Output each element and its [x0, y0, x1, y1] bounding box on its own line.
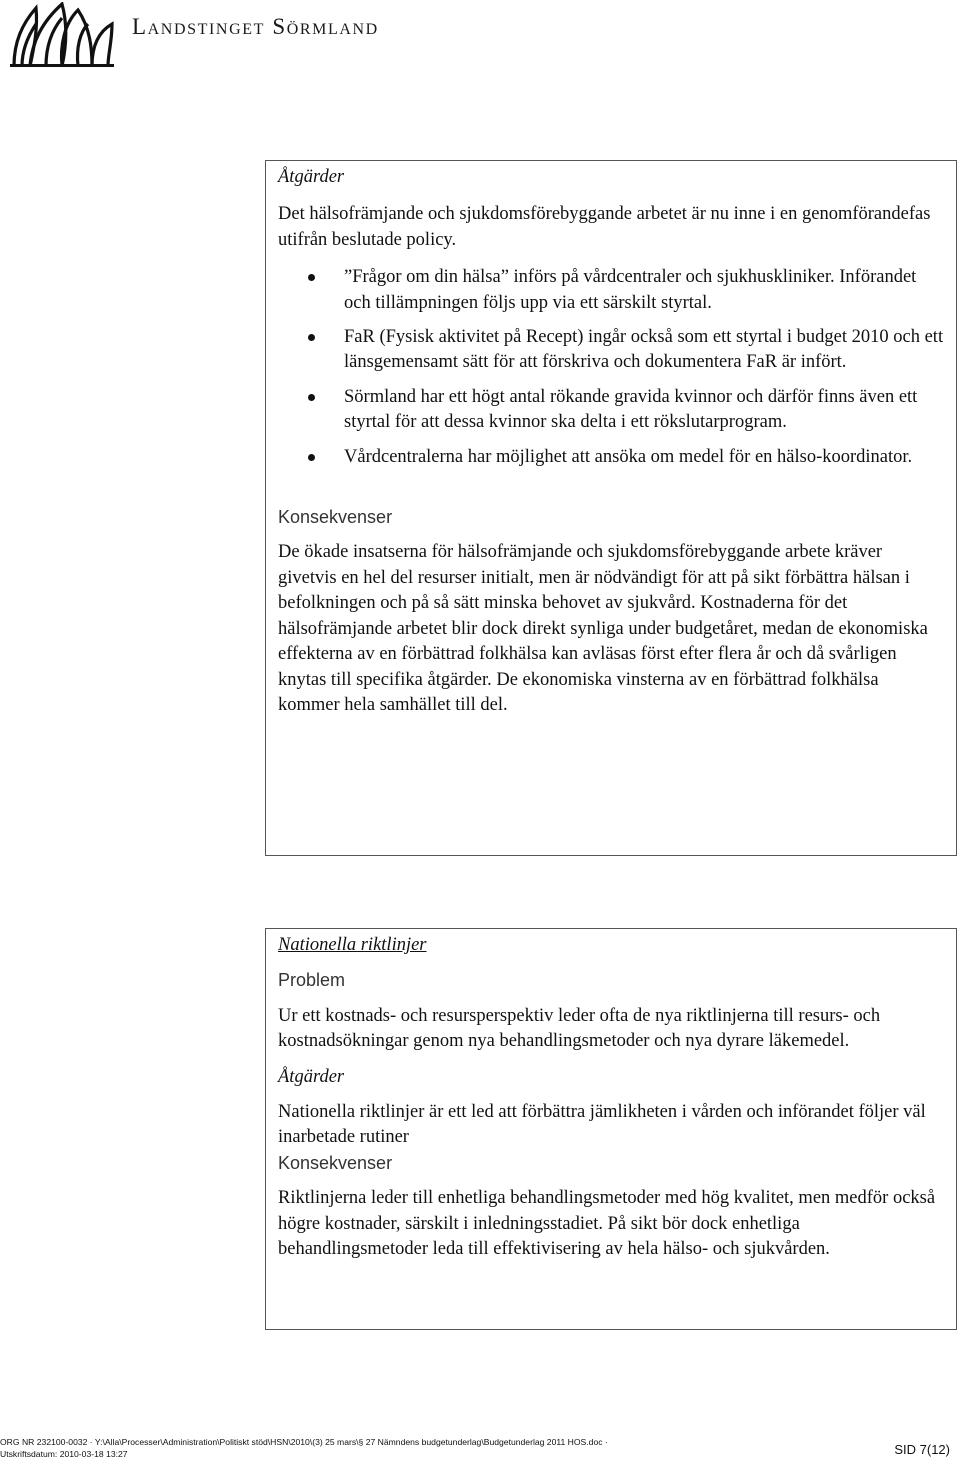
landstinget-logo-icon — [8, 2, 116, 68]
heading-konsekvenser-2: Konsekvenser — [278, 1152, 393, 1173]
list-item: FaR (Fysisk aktivitet på Recept) ingår också som ett styrtal i budget 2010 och ett länsgemensamt sätt för att förskriva och dokumentera FaR är infört. — [278, 325, 944, 376]
list-item: Sörmland har ett högt antal rökande gravida kvinnor och därför finns även ett styrtal för att dessa kvinnor ska delta i ett rökslutarprogram. — [278, 385, 944, 436]
footer-info — [0, 1436, 860, 1460]
konsekvenser-paragraph-2: Riktlinjerna leder till enhetliga behandlingsmetoder med hög kvalitet, men medför också högre kostnader, särskilt i inledningsstadiet. På sikt bör dock enhetliga behandlingsmetoder leda till effektivisering av hela hälso- och sjukvården. — [278, 1188, 936, 1260]
footer-path: ORG NR 232100-0032 · Y:\Alla\Processer\Administration\Politiskt stöd\HSN\2010\(3) 25 mars\§ 27 Nämndens budgetunderlag\Budgetunderlag 2011 HOS.doc · — [0, 1437, 608, 1447]
section-title: Nationella riktlinjer — [278, 935, 427, 955]
heading-problem: Problem — [278, 970, 346, 991]
intro-paragraph: Det hälsofrämjande och sjukdomsförebyggande arbetet är nu inne i en genomförandefas utifrån beslutade policy. — [278, 204, 931, 250]
heading-atgarder: Åtgärder — [278, 167, 345, 187]
atgarder-section-box — [265, 160, 957, 856]
konsekvenser-paragraph: De ökade insatserna för hälsofrämjande och sjukdomsförebyggande arbete kräver givetvis en hel del resurser initialt, men är nödvändigt för att på sikt förbättra hälsan i befolkningen och på så sätt minska behovet av sjukvård. Kostnaderna för det hälsofrämjande arbetet blir dock direkt synliga under budgetåret, medan de ekonomiska effekterna av en förbättrad folkhälsa kan avläsas först efter flera år och då svårligen knytas till specifika åtgärder. De ekonomiska vinsterna av en förbättrad folkhälsa kommer hela samhället till del. — [278, 542, 928, 715]
org-name: Landstinget Sörmland — [132, 14, 379, 39]
heading-atgarder-2: Åtgärder — [278, 1066, 345, 1087]
footer-print-date: Utskriftsdatum: 2010-03-18 13:27 — [0, 1449, 128, 1459]
list-item: Vårdcentralerna har möjlighet att ansöka om medel för en hälso-koordinator. — [278, 445, 944, 470]
list-item: ”Frågor om din hälsa” införs på vårdcentraler och sjukhuskliniker. Införandet och tillämpningen följs upp via ett särskilt styrtal. — [278, 265, 944, 316]
bullet-icon — [308, 454, 315, 461]
bullet-icon — [308, 394, 315, 401]
page-number: SID 7(12) — [894, 1442, 950, 1457]
measures-list — [278, 265, 944, 470]
nationella-riktlinjer-box — [265, 928, 957, 1330]
atgarder-paragraph: Nationella riktlinjer är ett led att förbättra jämlikheten i vården och införandet följer väl inarbetade rutiner — [278, 1102, 926, 1148]
heading-konsekvenser: Konsekvenser — [278, 507, 393, 528]
bullet-icon — [308, 274, 315, 281]
problem-paragraph: Ur ett kostnads- och resursperspektiv leder ofta de nya riktlinjerna till resurs- och kostnadsökningar genom nya behandlingsmetoder och nya dyrare läkemedel. — [278, 1005, 881, 1052]
bullet-icon — [308, 334, 315, 341]
